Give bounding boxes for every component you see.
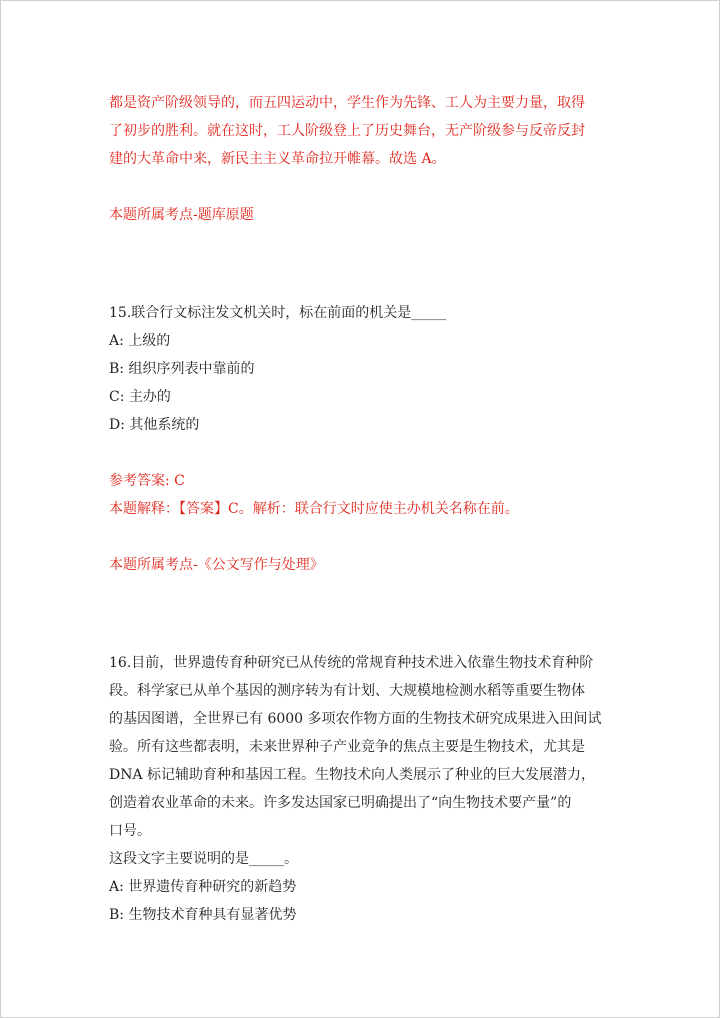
question-stem-line: 创造着农业革命的未来。许多发达国家已明确提出了“向生物技术要产量”的	[109, 795, 572, 811]
answer-label: 参考答案: C	[109, 473, 185, 489]
explanation-line: 建的大革命中来，新民主主义革命拉开帷幕。故选 A。	[109, 151, 446, 167]
option-a: A: 上级的	[109, 333, 171, 349]
question-stem-line: 16.目前，世界遗传育种研究已从传统的常规育种技术进入依靠生物技术育种阶	[109, 655, 594, 671]
topic-label: 本题所属考点-题库原题	[109, 207, 254, 223]
question-stem-line: 的基因图谱，全世界已有 6000 多项农作物方面的生物技术研究成果进入田间试	[109, 711, 602, 727]
question-stem: 15.联合行文标注发文机关时，标在前面的机关是_____	[109, 305, 447, 321]
question-stem-line: 口号。	[109, 823, 151, 839]
question-16	[109, 649, 619, 929]
page-content	[109, 89, 619, 929]
explanation-line: 了初步的胜利。就在这时，工人阶级登上了历史舞台，无产阶级参与反帝反封	[109, 123, 585, 139]
prev-explanation	[109, 89, 619, 173]
question-prompt: 这段文字主要说明的是_____。	[109, 851, 298, 867]
option-c: C: 主办的	[109, 389, 171, 405]
option-b: B: 生物技术育种具有显著优势	[109, 907, 297, 923]
question-15	[109, 299, 619, 579]
option-a: A: 世界遗传育种研究的新趋势	[109, 879, 297, 895]
question-stem-line: DNA 标记辅助育种和基因工程。生物技术向人类展示了种业的巨大发展潜力，	[109, 767, 596, 783]
option-b: B: 组织序列表中靠前的	[109, 361, 255, 377]
option-d: D: 其他系统的	[109, 417, 200, 433]
question-stem-line: 验。所有这些都表明，未来世界种子产业竞争的焦点主要是生物技术，尤其是	[109, 739, 585, 755]
question-stem-line: 段。科学家已从单个基因的测序转为有计划、大规模地检测水稻等重要生物体	[109, 683, 585, 699]
topic-label: 本题所属考点-《公文写作与处理》	[109, 557, 324, 573]
explanation-text: 本题解释：【答案】C。解析：联合行文时应使主办机关名称在前。	[109, 501, 519, 517]
explanation-line: 都是资产阶级领导的，而五四运动中，学生作为先锋、工人为主要力量，取得	[109, 95, 585, 111]
